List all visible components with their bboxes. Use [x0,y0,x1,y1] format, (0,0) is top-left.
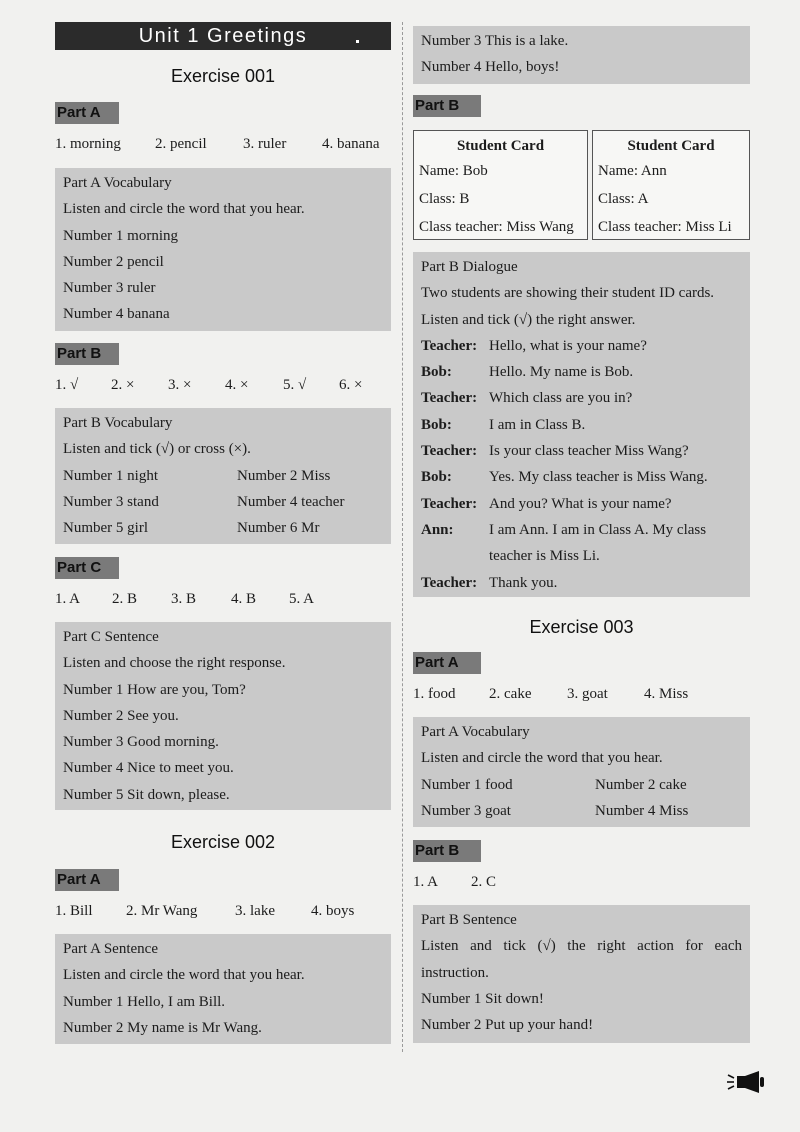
answer: 3. B [171,591,197,607]
transcript-line: Listen and circle the word that you hear. [63,967,305,984]
title-bar-dot [356,40,359,43]
answer: 3. × [168,377,192,393]
transcript-line: Listen and choose the right response. [63,655,286,672]
transcript-item: Number 2 cake [595,776,687,793]
answer: 2. B [112,591,138,607]
ex001-part-a-transcript [55,168,391,331]
transcript-line: Number 2 pencil [63,253,164,270]
utterance: Which class are you in? [489,390,633,407]
utterance: I am in Class B. [489,416,586,433]
transcript-item: Number 4 teacher [237,493,345,510]
transcript-line: Listen and circle the word that you hear. [63,201,305,218]
ex001-part-b-tag: Part B [55,343,119,365]
answer: 1. √ [55,377,79,393]
ex002-part-b-dialogue [413,252,750,597]
transcript-item: Number 3 goat [421,802,511,819]
transcript-pair [63,515,383,541]
card-class: Class: B [419,191,470,207]
ex003-part-b-tag: Part B [413,840,481,862]
transcript-item: Number 1 food [421,776,513,793]
card-name: Name: Ann [598,163,667,179]
transcript-line: Listen and tick (√) the right action for each instruction. [421,938,742,981]
exercise-002-title: Exercise 002 [170,832,276,852]
ex001-part-a-tag: Part A [55,102,119,124]
speaker: Teacher: [421,443,478,460]
ex003-part-a-transcript [413,717,750,827]
transcript-line: Part B Sentence [421,912,517,928]
transcript-line: Number 2 My name is Mr Wang. [63,1019,262,1036]
transcript-line: Number 2 Put up your hand! [421,1017,594,1034]
dialogue-line [421,385,742,411]
ex001-part-c-transcript [55,622,391,810]
answer: 6. × [339,377,363,393]
transcript-line: Number 4 Nice to meet you. [63,760,234,777]
transcript-item: Number 5 girl [63,520,148,537]
ex002-part-a-transcript-cont [413,26,750,84]
utterance: Is your class teacher Miss Wang? [489,443,689,460]
card-name: Name: Bob [419,163,488,179]
transcript-line: Number 1 Hello, I am Bill. [63,993,226,1010]
transcript-line: Two students are showing their student ID cards. [421,285,715,302]
card-teacher: Class teacher: Miss Wang [419,219,574,235]
student-card-ann [592,130,750,240]
ex001-part-a-answers [55,136,379,153]
dialogue-line [421,570,742,596]
ex002-part-a-transcript [55,934,391,1044]
transcript-line: Number 1 Sit down! [421,990,544,1007]
utterance: I am Ann. I am in Class A. My class teacher is Miss Li. [489,521,707,565]
dialogue-line [421,438,742,464]
dialogue-line [421,517,742,570]
utterance: Hello. My name is Bob. [489,364,634,381]
answer: 2. Mr Wang [126,903,198,919]
answer: 4. B [231,591,257,607]
answer: 1. A [55,591,81,607]
answer: 3. goat [567,686,608,702]
student-card-bob [413,130,588,240]
transcript-item: Number 3 stand [63,493,159,510]
utterance: Yes. My class teacher is Miss Wang. [489,469,708,486]
transcript-line: Part A Sentence [63,941,158,957]
transcript-pair [421,798,742,824]
speaker: Teacher: [421,495,478,512]
ex001-part-c-tag: Part C [55,557,119,579]
transcript-line: Number 1 How are you, Tom? [63,681,246,698]
transcript-line: Number 1 morning [63,227,178,244]
transcript-line: Number 4 banana [63,306,170,323]
answer: 4. × [225,377,249,393]
dialogue-line [421,412,742,438]
ex003-part-a-tag: Part A [413,652,481,674]
ex002-part-b-tag: Part B [413,95,481,117]
answer: 2. C [471,874,497,890]
ex002-part-a-tag: Part A [55,869,119,891]
card-title: Student Card [456,138,545,154]
speaker: Ann: [421,521,454,538]
transcript-pair [63,489,383,515]
transcript-line: Listen and circle the word that you hear. [421,750,663,767]
answer: 1. A [413,874,439,890]
transcript-pair [421,772,742,798]
utterance: And you? What is your name? [489,495,672,512]
transcript-line: Listen and tick (√) or cross (×). [63,441,251,458]
dialogue-line [421,464,742,490]
utterance: Hello, what is your name? [489,337,647,354]
answer: 1. Bill [55,903,93,919]
speaker: Bob: [421,364,452,381]
speaker: Teacher: [421,390,478,407]
transcript-line: Part B Vocabulary [63,415,173,431]
card-teacher: Class teacher: Miss Li [598,219,732,235]
answer: 4. banana [322,136,380,152]
ex001-part-b-answers [55,377,362,394]
answer: 4. boys [311,903,355,919]
transcript-line: Part A Vocabulary [63,175,172,191]
transcript-line: Number 4 Hello, boys! [421,59,560,76]
speaker: Teacher: [421,574,478,591]
speaker: Bob: [421,416,452,433]
exercise-003-title: Exercise 003 [529,617,634,637]
transcript-line: Part C Sentence [63,629,159,645]
unit-title-bar [55,22,391,50]
answer: 1. food [413,686,456,702]
unit-title: Unit 1 Greetings [138,25,308,47]
answer: 2. × [111,377,135,393]
transcript-pair [63,463,383,489]
answer: 4. Miss [644,686,689,702]
transcript-item: Number 1 night [63,467,158,484]
utterance: Thank you. [489,574,558,591]
dialogue-line [421,491,742,517]
ex002-part-a-answers [55,903,354,920]
answer: 5. √ [283,377,307,393]
answer: 5. A [289,591,315,607]
transcript-item: Number 4 Miss [595,802,689,819]
transcript-line: Number 2 See you. [63,707,179,724]
column-divider [402,22,403,1052]
transcript-line: Number 5 Sit down, please. [63,786,230,803]
speaker: Teacher: [421,337,478,354]
answer: 3. ruler [243,136,287,152]
card-title: Student Card [627,138,715,154]
ex003-part-a-answers [413,686,688,703]
answer: 2. cake [489,686,532,702]
speaker: Bob: [421,469,452,486]
ex003-part-b-transcript [413,905,750,1043]
transcript-item: Number 2 Miss [237,467,331,484]
answer: 3. lake [235,903,275,919]
ex001-part-c-answers [55,591,314,608]
ex003-part-b-answers [413,874,496,891]
transcript-item: Number 6 Mr [237,520,320,537]
exercise-001-title: Exercise 001 [170,66,276,86]
megaphone-icon [727,1071,765,1093]
transcript-line: Listen and tick (√) the right answer. [421,311,636,328]
answer: 2. pencil [155,136,207,152]
card-class: Class: A [598,191,649,207]
dialogue-line [421,359,742,385]
dialogue-line [421,333,742,359]
ex001-part-b-transcript [55,408,391,544]
transcript-line: Number 3 ruler [63,280,156,297]
transcript-line: Part A Vocabulary [421,724,530,740]
transcript-line: Part B Dialogue [421,259,518,275]
transcript-line: Number 3 This is a lake. [421,33,569,49]
transcript-line: Number 3 Good morning. [63,734,219,751]
answer: 1. morning [55,136,121,152]
